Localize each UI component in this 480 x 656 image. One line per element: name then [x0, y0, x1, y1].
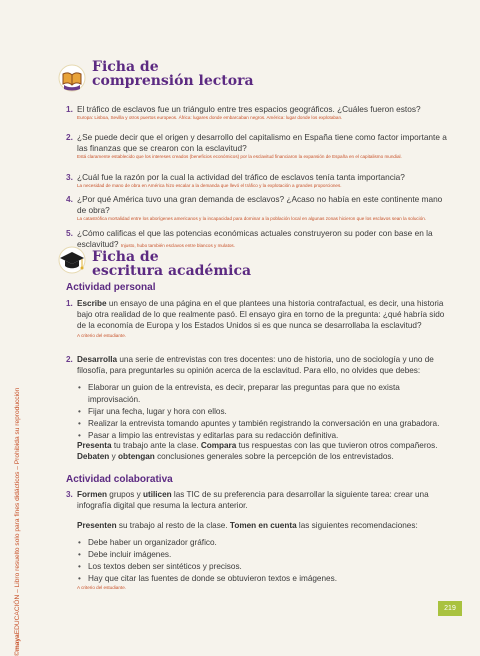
page-number: 219: [438, 601, 462, 616]
question-2: 2. ¿Se puede decir que el origen y desarrollo del capitalismo en España tiene como factor importante a las finanzas que se crearon con la esclavitud? Está claramente establecido que los intereses creados (beneficios económicos) por la esclavitud financiaron la expansión de España en el capitalismo mundial.: [66, 132, 450, 160]
list-item: • Debe incluir imágenes.: [77, 549, 447, 561]
activity-colab-title: Actividad colaborativa: [66, 474, 173, 485]
section-title: Ficha de escritura académica: [92, 249, 252, 279]
infographic-recommendations: [77, 537, 447, 585]
list-item: • Hay que citar las fuentes de donde se obtuvieron textos e imágenes.: [77, 573, 447, 585]
side-copyright-caption: ©mayaEDUCACIÓN – Libro resuelto solo para fines didácticos – Prohibida su reproducción: [14, 387, 21, 656]
answer-text: Está claramente establecido que los intereses creados (beneficios económicos) por la esclavitud financiaron la expansión de España en el capitalismo mundial.: [77, 154, 402, 159]
colab-present-instructions: Presenten su trabajo al resto de la clase. Tomen en cuenta las siguientes recomendaciones:: [77, 521, 418, 530]
question-5: 5. ¿Cómo calificas el que las potencias económicas actuales construyeron su poder con base en la esclavitud? Injusto, hubo también esclavos entre blancos y mulatos.: [66, 228, 433, 249]
question-3: 3. ¿Cuál fue la razón por la cual la actividad del tráfico de esclavos tenía tanta importancia? La necesidad de mano de obra en América hizo escalar a la demanda que llevó el tráfico y la explotación a grandes proporciones.: [66, 172, 450, 189]
question-4: 4. ¿Por qué América tuvo una gran demanda de esclavos? ¿Acaso no había en este continente mano de obra? La catastrófica mortalidad entre los aborígenes americanos y la incapacidad para dominar a la población local en algunas zonas hicieron que los esclavos sean la solución.: [66, 194, 450, 222]
section-title: Ficha de comprensión lectora: [92, 59, 254, 89]
list-item: • Realizar la entrevista tomando apuntes y también registrando la conversación en una grabadora.: [77, 418, 447, 430]
section-header-comprension: [58, 60, 254, 96]
activity-item-1: 1. Escribe un ensayo de una página en el que plantees una historia contrafactual, es decir, una historia bajo otra realidad de lo que realmente pasó. El ensayo gira en torno de la pregunta: ¿qué habría sido de la economía de Europa y los Estados Unidos si es que nunca se desarrollaba la esclavitud? A criterio del estudiante.: [66, 299, 445, 338]
activity-item-2: 2. Desarrolla una serie de entrevistas con tres docentes: uno de historia, uno de sociología y uno de filosofía, para preguntarles su opinión acerca de la esclavitud. Para ello, no olvides que debes:: [66, 355, 434, 375]
graduation-cap-icon: [58, 242, 86, 278]
answer-text: La catastrófica mortalidad entre los aborígenes americanos y la incapacidad para dominar a la población local en algunas zonas hicieron que los esclavos sean la solución.: [77, 216, 427, 221]
interview-checklist: [77, 382, 447, 442]
present-instructions: Presenta tu trabajo ante la clase. Compara tus respuestas con las que tuvieron otros compañeros. Debaten y obtengan conclusiones generales sobre la percepción de los entrevistados.: [77, 441, 438, 461]
reading-book-icon: [58, 60, 86, 96]
question-1: 1. El tráfico de esclavos fue un triángulo entre tres espacios geográficos. ¿Cuáles fueron estos? Europa: Lisboa, Sevilla y otros puertos europeos. África: lugares donde embarcaban negros. América: lugar donde los explotaban.: [66, 104, 450, 121]
answer-text: La necesidad de mano de obra en América hizo escalar a la demanda que llevó el tráfico y la explotación a grandes proporciones.: [77, 183, 342, 188]
list-item: • Elaborar un guion de la entrevista, es decir, preparar las preguntas para que no exista improvisación.: [77, 382, 447, 406]
list-item: • Debe haber un organizador gráfico.: [77, 537, 447, 549]
list-item: • Los textos deben ser sintéticos y precisos.: [77, 561, 447, 573]
activity-personal-title: Actividad personal: [66, 282, 156, 293]
activity-item-3: 3. Formen grupos y utilicen las TIC de su preferencia para desarrollar la siguiente tarea: crear una infografía digital que resuma la lectura anterior.: [66, 490, 429, 510]
answer-text: Injusto, hubo también esclavos entre blancos y mulatos.: [120, 243, 235, 248]
section-header-escritura: [58, 242, 251, 278]
list-item: • Fijar una fecha, lugar y hora con ellos.: [77, 406, 447, 418]
answer-text: Europa: Lisboa, Sevilla y otros puertos europeos. África: lugares donde embarcaban negros. América: lugar donde los explotaban.: [77, 115, 343, 120]
list-item: • Pasar a limpio las entrevistas y editarlas para su redacción definitiva.: [77, 430, 447, 442]
final-note: A criterio del estudiante.: [77, 585, 127, 590]
